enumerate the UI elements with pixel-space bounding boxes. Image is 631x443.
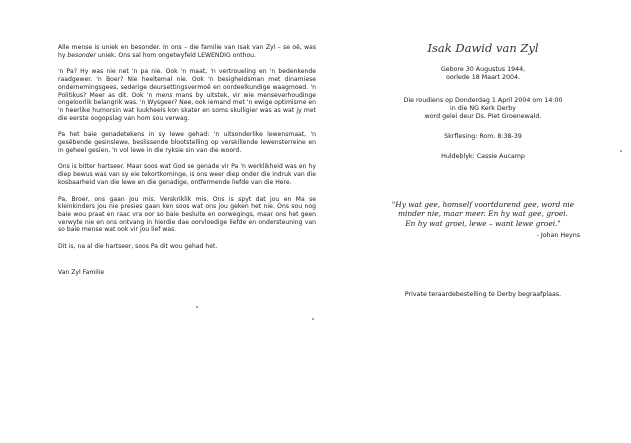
service-location: in die NG Kerk Derby [450, 104, 516, 112]
tribute-text-column [58, 44, 316, 285]
birth-date: Gebore 30 Augustus 1944, [440, 66, 526, 74]
scan-speck [196, 306, 198, 308]
service-officiant: word gelei deur Ds. Piet Groenewald. [424, 113, 542, 121]
life-dates [372, 66, 594, 82]
paragraph-grief: Ons is bitter hartseer. Maar soos wat God se genade vir Pa 'n werklikheid was en hy diep bewus was van sy eie tekortkominge, is ons weer diep onder die indruk van die kosbaarheid van die lewe en die genadige, ontfermende liefde van die Here. [58, 163, 316, 186]
scan-speck [620, 150, 622, 152]
deceased-name-title: Isak Dawid van Zyl [427, 41, 539, 55]
scripture-reading: Skrflesing: Rom. 8:38-39 [444, 133, 522, 141]
emphasis-text: mens [155, 91, 173, 99]
paragraph-father [58, 68, 316, 122]
service-info [372, 97, 594, 122]
paragraph-closing: Dit is, na al die hartseer, soos Pa dit wou gehad het. [58, 243, 218, 251]
paragraph-text: uniek. Ons sal hom ongetwyfeld LEWENDIG onthou. [95, 51, 256, 59]
paragraph-farewell: Pa, Broer, ons gaan jou mis. Verskriklik mis. Ons is spyt dat jou en Ma se kleinkinders jou nie presies gaan ken soos wat ons jou geken het nie. Ons sou nog baie wou praat en raac vra oor so baie besluite en oorwegings, maar ons het geen verwyte nie en ons ontvang in hierdie dae oorvloedige liefde en ondersteuning van so baie mense wat ook vir jou lief was. [58, 195, 316, 234]
quote-line: "Hy wat gee, homself voortdurend gee, word nie [391, 199, 575, 209]
quote-line: En hy wat groei, lewe – want lewe groei." [405, 218, 561, 228]
paragraph-intro [58, 44, 316, 59]
paragraph-text: 'n Pa? Hy was nie net 'n pa nie. Ook 'n maat, 'n vertroueling en 'n bedenkende raadgewer. 'n Boer? Nie heeltemal nie. Ook 'n besigheidsman met dinamiese ondernemingsgees, sederige deursettingsvermoë en oordeelkundige waagmoed. 'n Politikus? Meer as dit. Ook 'n [58, 68, 316, 99]
paragraph-blessings: Pa het baie genadetekens in sy lewe gehad: 'n uitsonderlike lewensmaat, 'n gesêbende gesinslewe, beslissende blootstelling op verskillende lewensterreine en in geheel gesien, 'n vol lewe in die ryksie sin van die woord. [58, 131, 316, 154]
family-signature: Van Zyl Familie [58, 268, 105, 276]
death-date: oorlede 18 Maart 2004. [445, 74, 521, 82]
quote-author: - Johan Heyns [536, 232, 580, 240]
burial-note: Private teraardebestelling te Derby begraafplaas. [404, 290, 562, 298]
paragraph-text: mans by uitstek, vir wie menseverhoudinge ongeloorlik belangrik was. 'n Wysgeer? Nee, ook iemand met 'n ewige optimisme en 'n heerlike humorsin wat luukheels kon skater en soms skulligier was as wat jy met die eerste oogopslag van hom sou verwag. [58, 91, 316, 122]
service-date-time: Die roudiens op Donderdag 1 April 2004 om 14:00 [403, 96, 563, 104]
memorial-quote [372, 200, 594, 229]
paragraph-text: Alle mense is uniek en besonder. In ons – die familie van Isak van Zyl – se oë, was hy [58, 44, 316, 59]
emphasis-text: besonder [67, 51, 96, 59]
service-details-column [372, 41, 594, 299]
scan-speck [312, 318, 314, 320]
eulogy-speaker: Huldeblyk: Cassie Aucamp [441, 153, 525, 161]
quote-line: minder nie, maar meer. En hy wat gee, groei. [397, 209, 568, 219]
